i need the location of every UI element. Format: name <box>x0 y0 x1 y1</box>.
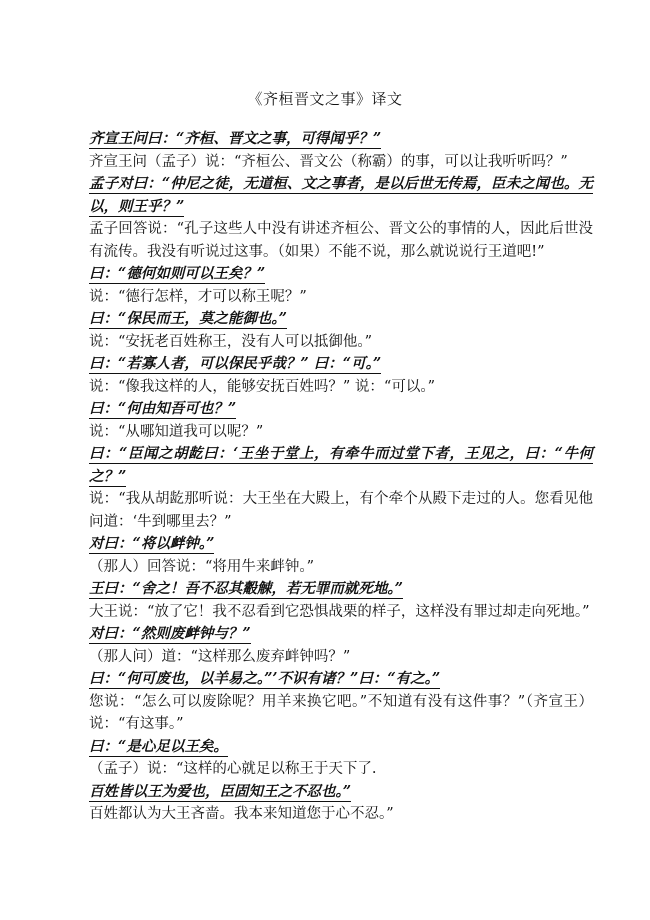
original-text-line: 曰：“德何如则可以王矣？” <box>89 265 266 282</box>
translation-line: 说：“安抚老百姓称王，没有人可以抵御他。” <box>89 333 373 350</box>
translation-line: 孟子回答说：“孔子这些人中没有讲述齐桓公、晋文公的事情的人，因此后世没有流传。我没有听说过这事。（如果）不能不说，那么就说说行王道吧!” <box>89 221 593 260</box>
original-text-line: 对曰：“将以衅钟。” <box>89 535 215 552</box>
translation-line: （孟子）说：“这样的心就足以称王于天下了. <box>89 761 377 777</box>
original-text-line: 曰：“保民而王，莫之能御也。” <box>89 310 287 327</box>
original-text-line: 孟子对曰：“仲尼之徒，无道桓、文之事者，是以后世无传焉，臣未之闻也。无以，则王乎？” <box>89 175 593 215</box>
translation-line: （那人问）道：“这样那么废弃衅钟吗？” <box>89 648 351 665</box>
original-text-line: 曰：“臣闻之胡龁曰：‘王坐于堂上，有牵牛而过堂下者，王见之，曰：“牛何之？” <box>89 445 593 485</box>
document-body <box>60 128 593 826</box>
page-title: 《齐桓晋文之事》译文 <box>247 90 403 108</box>
translation-line: 说：“我从胡龁那听说：大王坐在大殿上，有个牵个从殿下走过的人。您看见他问道：‘牛到哪里去？” <box>89 491 593 530</box>
translation-line: 齐宣王问（孟子）说：“齐桓公、晋文公（称霸）的事，可以让我听听吗？” <box>89 153 568 170</box>
original-text-line: 齐宣王问曰：“齐桓、晋文之事，可得闻乎？” <box>89 130 382 147</box>
original-text-line: 对曰：“然则废衅钟与？” <box>89 625 251 642</box>
translation-line: 说：“像我这样的人，能够安抚百姓吗？” 说：“可以。” <box>89 378 436 395</box>
translation-line: 说：“从哪知道我可以呢？” <box>89 423 264 440</box>
original-text-line: 曰：“何可废也，以羊易之。”’不识有诸？”曰：“有之。” <box>89 670 441 687</box>
original-text-line: 曰：“若寡人者，可以保民乎哉？” 曰：“可。” <box>89 355 382 372</box>
original-text-line: 曰：“何由知吾可也？” <box>89 400 237 417</box>
original-text-line: 王曰：“舍之！吾不忍其觳觫，若无罪而就死地。” <box>89 580 403 597</box>
original-text-line: 曰：“是心足以王矣。 <box>89 737 228 755</box>
translation-line: 大王说：“放了它！我不忍看到它恐惧战栗的样子，这样没有罪过却走向死地。” <box>89 603 590 620</box>
original-text-line: 百姓皆以王为爱也，臣固知王之不忍也。” <box>89 782 352 800</box>
translation-line: 说：“德行怎样，才可以称王呢？” <box>89 288 307 305</box>
translation-line: 百姓都认为大王吝啬。我本来知道您于心不忍。” <box>89 806 394 822</box>
translation-line: （那人）回答说：“将用牛来衅钟。” <box>89 558 315 575</box>
translation-line: 您说：“怎么可以废除呢？用羊来换它吧。”不知道有没有这件事？”（齐宣王）说：“有这事。” <box>89 693 593 732</box>
